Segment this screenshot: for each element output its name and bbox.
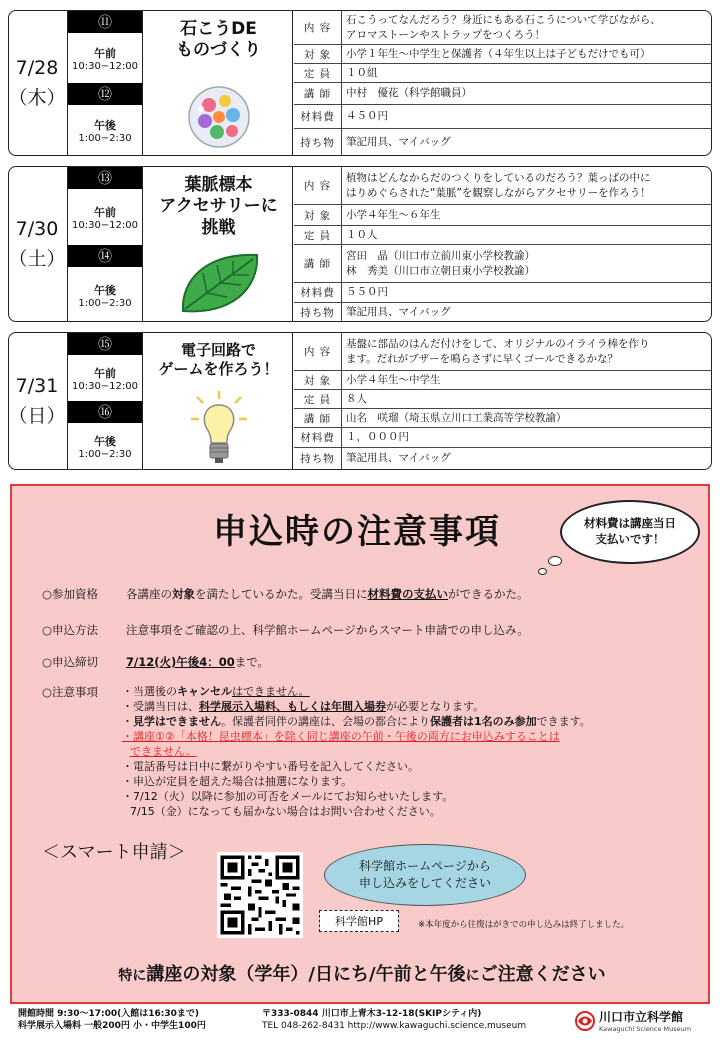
row-label: 対 象	[294, 205, 342, 225]
row-label: 対 象	[294, 371, 342, 389]
slot-hours: 1:00−2:30	[78, 448, 132, 460]
row-belongings	[294, 129, 711, 155]
text-span: 7/12(火)午後4：00	[126, 655, 235, 669]
row-label: 講 師	[294, 83, 342, 104]
afternoon-slot	[68, 423, 142, 469]
row-target	[294, 371, 711, 390]
row-value	[342, 390, 711, 408]
row-belongings	[294, 448, 711, 469]
row-material-fee	[294, 105, 711, 129]
row-instructor	[294, 409, 711, 428]
flower-plate-icon	[187, 85, 251, 149]
time-slots	[67, 333, 143, 469]
slot-number: ⑮	[68, 333, 142, 355]
homepage-speech-bubble	[324, 844, 526, 906]
slot-hours: 1:00−2:30	[78, 297, 132, 309]
row-content	[294, 333, 711, 371]
list-item: ・7/12（火）以降に参加の可否をメールにてお知らせいたします。	[122, 790, 454, 803]
item-text	[126, 586, 529, 602]
row-value	[342, 45, 711, 63]
row-label: 講 師	[294, 245, 342, 282]
row-line: ８人	[346, 392, 367, 405]
row-line: アロマストーンやストラップをつくろう！	[346, 28, 546, 41]
course-title-cell	[145, 11, 293, 155]
time-slots	[67, 167, 143, 321]
row-label: 持ち物	[294, 448, 342, 469]
list-item: ・申込が定員を超えた場合は抽選になります。	[122, 775, 353, 788]
morning-slot	[68, 33, 142, 83]
list-item: 7/15（金）になっても届かない場合はお問い合わせください。	[130, 805, 441, 818]
course-title-cell	[145, 333, 293, 469]
row-line: 植物はどんなからだのつくりをしているのだろう？葉っぱの中に	[346, 172, 651, 185]
slot-hours: 10:30−12:00	[71, 380, 138, 392]
slot-hours: 1:00−2:30	[78, 132, 132, 144]
row-label: 定 員	[294, 64, 342, 82]
row-value	[342, 167, 711, 204]
row-value	[342, 303, 711, 321]
fee-payment-speech-bubble	[560, 500, 700, 564]
leaf-icon	[177, 249, 263, 319]
row-line: 山名 咲瑠（埼玉県立川口工業高等学校教諭）	[346, 411, 567, 424]
row-line: はりめぐらされた“葉脈”を観察しながらアクセサリーを作ろう！	[346, 186, 651, 199]
slot-hours: 10:30−12:00	[71, 60, 138, 72]
notes-item	[42, 684, 126, 700]
morning-slot	[68, 189, 142, 245]
list-item: ・電話番号は日中に繋がりやすい番号を記入してください。	[122, 760, 419, 773]
bubble-tail-dot	[538, 568, 547, 575]
row-line: 小学１年生〜中学生と保護者（４年生以上は子どもだけでも可）	[346, 47, 651, 60]
slot-number: ⑪	[68, 11, 142, 33]
row-value	[342, 245, 711, 282]
row-line: 基盤に部品のはんだ付けをして、オリジナルのイライラ棒を作り	[346, 338, 650, 351]
text-span: ・	[122, 715, 133, 728]
morning-slot	[68, 355, 142, 401]
row-label: 対 象	[294, 45, 342, 63]
row-label: 内 容	[294, 167, 342, 204]
text-span: に	[465, 968, 480, 984]
address: 〒333-0844 川口市上青木3-12-18(SKIPシティ内)	[262, 1009, 482, 1019]
text-span: を満たしているかた。受講当日に	[195, 587, 368, 601]
row-label: 内 容	[294, 11, 342, 44]
application-notice-box	[10, 484, 710, 1004]
row-capacity	[294, 226, 711, 245]
row-label: 持ち物	[294, 129, 342, 155]
row-value	[342, 105, 711, 128]
text-span: 各講座の	[126, 587, 172, 601]
row-value	[342, 371, 711, 389]
slot-number: ⑯	[68, 401, 142, 423]
row-value	[342, 333, 711, 370]
row-target	[294, 205, 711, 226]
attention-banner	[12, 960, 712, 986]
day-text: （土）	[8, 248, 66, 270]
row-line: １，０００円	[346, 431, 409, 444]
text-span: が必要となります。	[386, 700, 485, 713]
row-line: 宮田 晶（川口市立前川東小学校教諭）	[346, 250, 535, 263]
day-text: （日）	[8, 405, 66, 427]
row-label: 定 員	[294, 390, 342, 408]
afternoon-slot	[68, 105, 142, 155]
light-bulb-icon	[189, 389, 249, 467]
course-detail-table	[294, 11, 711, 155]
slot-ampm: 午後	[94, 434, 116, 448]
admission-fee: 科学展示入場料 一般200円 小・中学生100円	[18, 1021, 206, 1031]
method-item	[42, 622, 529, 638]
row-value	[342, 129, 711, 155]
time-slots	[67, 11, 143, 155]
notes-list	[122, 684, 591, 819]
course-detail-table	[294, 167, 711, 321]
slot-ampm: 午前	[94, 366, 116, 380]
slot-hours: 10:30−12:00	[71, 219, 138, 231]
text-span: 対象	[172, 587, 195, 601]
bubble-text: 材料費は講座当日 支払いです！	[584, 516, 676, 546]
text-span: ご注意ください	[479, 964, 606, 985]
date-text: 7/28	[15, 56, 59, 79]
row-value	[342, 226, 711, 244]
row-target	[294, 45, 711, 64]
item-key: ○申込方法	[42, 623, 99, 637]
row-material-fee	[294, 283, 711, 303]
row-line: １０人	[346, 228, 378, 241]
slot-ampm: 午後	[94, 283, 116, 297]
course-detail-table	[294, 333, 711, 469]
logo-name: 川口市立科学館	[599, 1010, 684, 1024]
footer-contact	[262, 1008, 526, 1032]
row-label: 材料費	[294, 105, 342, 128]
item-key: ○申込締切	[42, 655, 99, 669]
bubble-tail-dot	[548, 556, 562, 566]
notice-title: 申込時の注意事項	[213, 512, 501, 552]
row-capacity	[294, 390, 711, 409]
course-title: 石こうDE ものづくり	[176, 19, 261, 61]
item-key: ○注意事項	[42, 685, 99, 699]
list-item	[122, 699, 591, 714]
row-label: 内 容	[294, 333, 342, 370]
item-text: 注意事項をご確認の上、科学館ホームページからスマート申請での申し込み。	[126, 623, 529, 637]
list-item	[122, 714, 591, 729]
row-instructor	[294, 245, 711, 283]
smart-application-label: ＜スマート申請＞	[42, 842, 186, 863]
row-value	[342, 448, 711, 469]
slot-ampm: 午後	[94, 118, 116, 132]
row-line: 筆記用具、マイバッグ	[346, 135, 451, 148]
row-line: ます。だれがブザーを鳴らさずに早くゴールできるかな？	[346, 352, 618, 365]
row-capacity	[294, 64, 711, 83]
text-span: 講座の対象（学年）/日にち/午前と午後	[146, 964, 466, 985]
row-instructor	[294, 83, 711, 105]
row-label: 定 員	[294, 226, 342, 244]
course-title: 電子回路で ゲームを作ろう！	[158, 341, 279, 378]
course-date	[9, 167, 65, 321]
course-date	[9, 11, 65, 155]
text-span: ・受講当日は、	[122, 700, 199, 713]
row-line: ５５０円	[346, 286, 388, 299]
logo-english: Kawaguchi Science Museum	[599, 1025, 692, 1033]
row-value	[342, 205, 711, 225]
text-span: 材料費の支払い	[367, 587, 448, 601]
text-span: 保護者は1名のみ参加	[430, 715, 537, 728]
footer-hours	[18, 1008, 206, 1032]
list-item: ・講座①②「本格！昆虫標本」を除く同じ講座の午前・午後の両方にお申込みすることは	[122, 730, 560, 743]
museum-homepage-link[interactable]: 科学館HP	[319, 910, 399, 932]
text-span: 見学はできません	[133, 715, 221, 728]
text-span: 科学展示入場料、もしくは年間入場券	[199, 700, 386, 713]
row-line: 中村 優花（科学館職員）	[346, 87, 472, 100]
row-belongings	[294, 303, 711, 321]
deadline-item	[42, 654, 269, 670]
eligibility-item	[42, 586, 529, 602]
course-block-1	[8, 10, 712, 156]
row-content	[294, 11, 711, 45]
list-item: できません。	[130, 745, 197, 758]
row-line: 小学４年生〜中学生	[346, 373, 441, 386]
item-key: ○参加資格	[42, 587, 99, 601]
qr-code-icon[interactable]	[217, 852, 303, 938]
bubble-text: 科学館ホームページから 申し込みをしてください	[358, 859, 491, 890]
text-span: 特に	[118, 968, 147, 984]
course-block-2	[8, 166, 712, 322]
tel-url: TEL 048-262-8431 http://www.kawaguchi.science.museum	[262, 1021, 527, 1031]
museum-logo	[574, 1008, 691, 1033]
row-label: 持ち物	[294, 303, 342, 321]
row-line: 筆記用具、マイバッグ	[346, 305, 451, 318]
date-text: 7/31	[15, 374, 59, 397]
text-span: できます。	[536, 715, 591, 728]
row-line: １０組	[346, 66, 378, 79]
row-value	[342, 11, 711, 44]
text-span: キャンセル	[177, 685, 232, 698]
course-title: 葉脈標本 アクセサリーに 挑戦	[159, 175, 278, 238]
row-line: ４５０円	[346, 110, 388, 123]
row-value	[342, 409, 711, 427]
row-line: 筆記用具、マイバッグ	[346, 452, 451, 465]
row-content	[294, 167, 711, 205]
museum-logo-icon	[574, 1010, 596, 1032]
date-text: 7/30	[15, 217, 59, 240]
course-date	[9, 333, 65, 469]
course-block-3	[8, 332, 712, 470]
postcard-note: ※本年度から往復はがきでの申し込みは終了しました。	[418, 920, 630, 930]
row-line: 小学４年生〜６年生	[346, 208, 441, 221]
row-value	[342, 64, 711, 82]
row-label: 材料費	[294, 428, 342, 447]
row-value	[342, 83, 711, 104]
slot-ampm: 午前	[94, 46, 116, 60]
text-span: ができるかた。	[448, 587, 529, 601]
text-span: ・当選後の	[122, 685, 177, 698]
row-label: 材料費	[294, 283, 342, 302]
text-span: はできません。	[232, 685, 310, 698]
slot-number: ⑭	[68, 245, 142, 267]
slot-number: ⑬	[68, 167, 142, 189]
row-line: 林 秀美（川口市立朝日東小学校教諭）	[346, 264, 535, 277]
list-item	[122, 684, 591, 699]
slot-ampm: 午前	[94, 205, 116, 219]
row-label: 講 師	[294, 409, 342, 427]
row-line: 石こうってなんだろう？身近にもある石こうについて学びながら、	[346, 14, 661, 27]
day-text: （木）	[8, 87, 66, 109]
course-title-cell	[145, 167, 293, 321]
item-text	[126, 654, 269, 670]
text-span: 。保護者同伴の講座は、会場の都合により	[221, 715, 430, 728]
row-value	[342, 283, 711, 302]
row-material-fee	[294, 428, 711, 448]
row-value	[342, 428, 711, 447]
text-span: まで。	[234, 655, 270, 669]
opening-hours: 開館時間 9:30〜17:00(入館は16:30まで)	[18, 1009, 200, 1019]
afternoon-slot	[68, 267, 142, 322]
slot-number: ⑫	[68, 83, 142, 105]
